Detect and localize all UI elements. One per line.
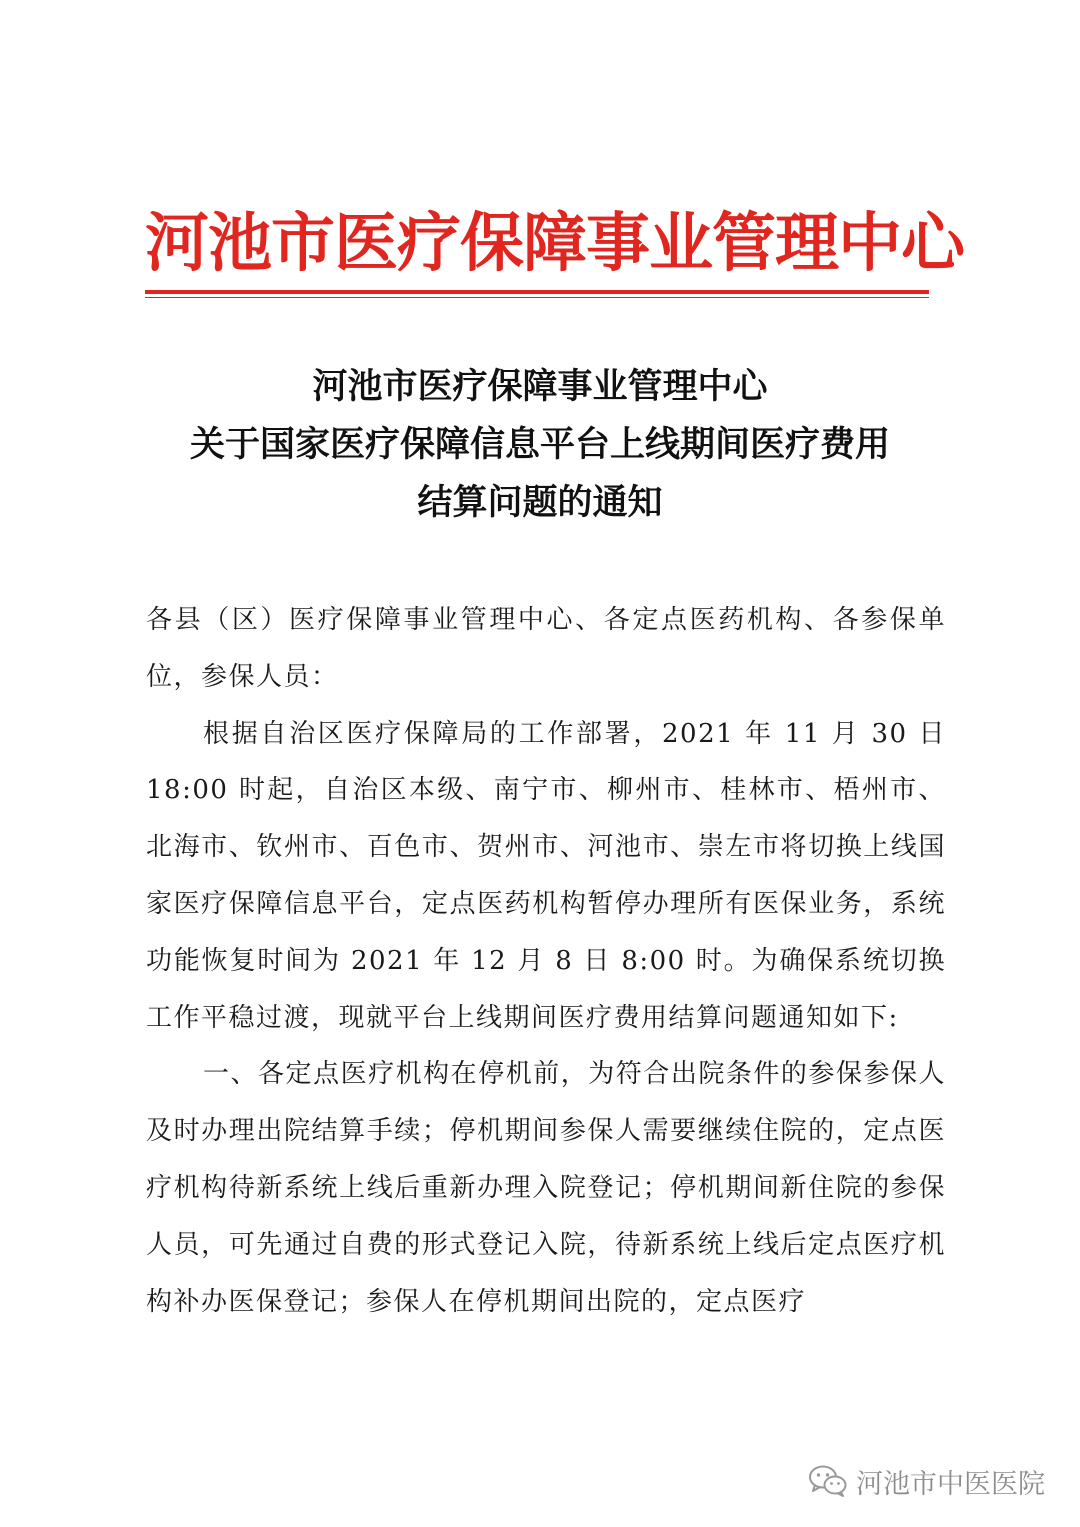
paragraph-item-1: 一、各定点医疗机构在停机前，为符合出院条件的参保参保人及时办理出院结算手续；停机期间参保人需要继续住院的，定点医疗机构待新系统上线后重新办理入院登记；停机期间新住院的参保人员，可先通过自费的形式登记入院，待新系统上线后定点医疗机构补办医保登记；参保人在停机期间出院的，定点医疗 bbox=[146, 1059, 946, 1317]
paragraph-intro: 根据自治区医疗保障局的工作部署，2021 年 11 月 30 日 18:00 时起，自治区本级、南宁市、柳州市、桂林市、梧州市、北海市、钦州市、百色市、贺州市、河池市、崇左市将切换上线国家医疗保障信息平台，定点医药机构暂停办理所有医保业务，系统功能恢复时间为 2021 年 12 月 8 日 8:00 时。为确保系统切换工作平稳过渡，现就平台上线期间医疗费用结算问题通知如下: bbox=[146, 718, 946, 1033]
masthead-rule-thick bbox=[145, 290, 929, 294]
document-title bbox=[110, 358, 970, 532]
masthead-rule-thin bbox=[145, 297, 929, 298]
salutation: 各县（区）医疗保障事业管理中心、各定点医药机构、各参保单位，参保人员： bbox=[146, 605, 946, 692]
title-line-1: 河池市医疗保障事业管理中心 bbox=[312, 366, 768, 407]
title-line-2: 关于国家医疗保障信息平台上线期间医疗费用 bbox=[189, 424, 890, 465]
masthead-org-name: 河池市医疗保障事业管理中心 bbox=[145, 206, 964, 281]
document-body bbox=[146, 592, 946, 1330]
title-line-3: 结算问题的通知 bbox=[417, 482, 663, 523]
wechat-icon bbox=[808, 1464, 848, 1498]
watermark-text: 河池市中医医院 bbox=[856, 1468, 1045, 1500]
watermark bbox=[808, 1457, 1045, 1505]
